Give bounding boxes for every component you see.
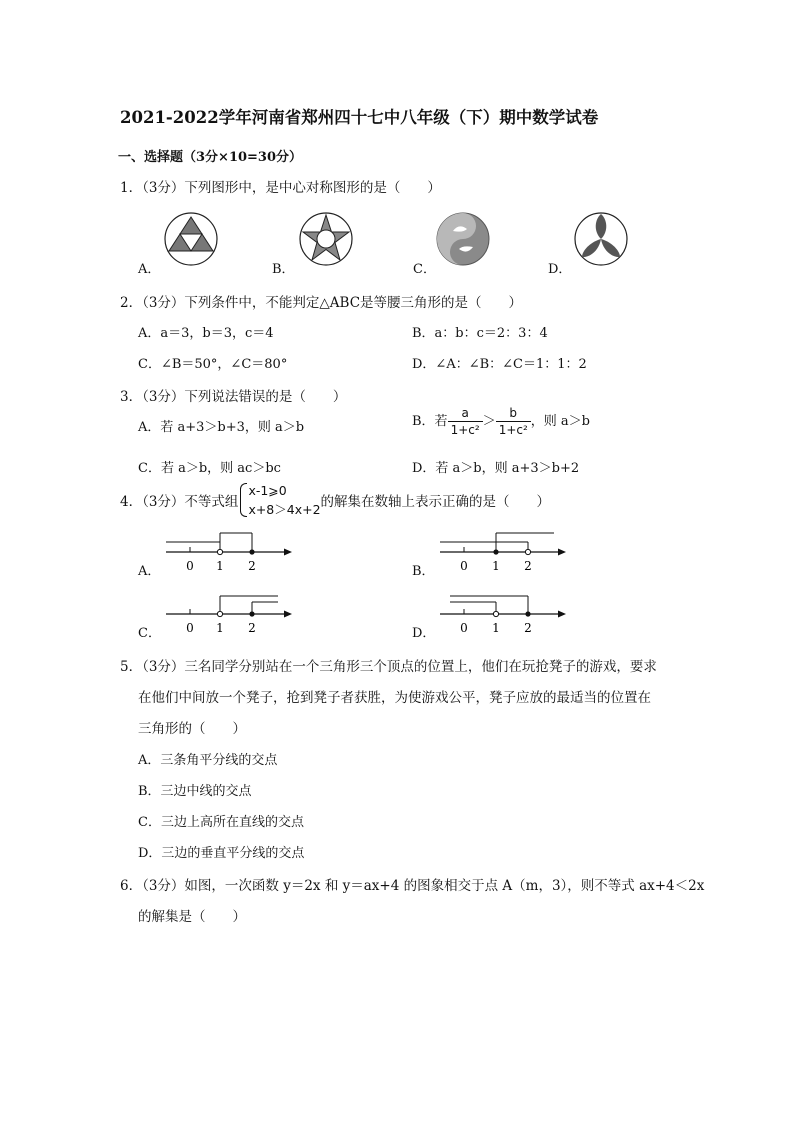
tick-1: 1 (216, 621, 224, 635)
number-line-c (166, 590, 296, 634)
tick-0: 0 (460, 621, 468, 635)
tick-0: 0 (186, 559, 194, 573)
tick-2: 2 (524, 621, 532, 635)
q3-option-c[interactable]: C．若 a＞b，则 ac＞bc (138, 461, 281, 476)
tick-1: 1 (216, 559, 224, 573)
q3-option-d[interactable]: D．若 a＞b，则 a+3＞b+2 (412, 461, 580, 476)
q4-option-d[interactable]: D． (412, 626, 436, 641)
q1-option-d[interactable]: D． (548, 262, 572, 277)
fraction-a: $\frac{a}{\text{1+c²}}$ (448, 405, 483, 438)
q2-option-a[interactable]: A．a＝3，b＝3，c＝4 (138, 326, 274, 341)
question-1-stem: 1．（3分）下列图形中，是中心对称图形的是（ ） (120, 180, 441, 196)
q4-suffix: 的解集在数轴上表示正确的是（ ） (320, 494, 551, 510)
circle-star-figure (298, 211, 354, 267)
tick-1: 1 (492, 559, 500, 573)
question-6-line-1: 6．（3分）如图，一次函数 y＝2x 和 y＝ax+4 的图象相交于点 A（m，3），则不等式 ax+4＜2x (120, 878, 705, 894)
q5-option-d[interactable]: D．三边的垂直平分线的交点 (138, 846, 305, 861)
tick-1: 1 (492, 621, 500, 635)
section-heading: 一、选择题（3分×10=30分） (118, 150, 303, 165)
q1-option-a[interactable]: A． (138, 262, 161, 277)
inequality-system: x-1⩾0 x+8＞4x+2 (238, 481, 320, 519)
tick-0: 0 (460, 559, 468, 573)
tick-0: 0 (186, 621, 194, 635)
q3-b-prefix: B．若 (412, 414, 448, 429)
question-4-stem (120, 481, 550, 519)
number-line-a (166, 528, 296, 572)
question-5-line-3: 三角形的（ ） (138, 721, 246, 737)
number-line-b (440, 528, 570, 572)
circle-yin-yang-figure (435, 211, 491, 267)
q5-option-b[interactable]: B．三边中线的交点 (138, 784, 252, 799)
q2-option-d[interactable]: D．∠A：∠B：∠C＝1：1：2 (412, 357, 587, 372)
q3-b-gt: ＞ (482, 414, 496, 429)
tick-2: 2 (248, 621, 256, 635)
question-6-line-2: 的解集是（ ） (138, 909, 246, 925)
tick-2: 2 (524, 559, 532, 573)
q1-option-c[interactable]: C． (413, 262, 436, 277)
fraction-b: $\frac{b}{\text{1+c²}}$ (496, 405, 531, 438)
question-5-line-1: 5．（3分）三名同学分别站在一个三角形三个顶点的位置上，他们在玩抢凳子的游戏，要求 (120, 659, 657, 675)
q3-b-suffix: ，则 a＞b (530, 414, 591, 429)
number-line-d (440, 590, 570, 634)
q2-option-b[interactable]: B．a：b：c＝2：3：4 (412, 326, 548, 341)
q1-option-b[interactable]: B． (272, 262, 295, 277)
q3-option-a[interactable]: A．若 a+3＞b+3，则 a＞b (138, 420, 305, 435)
circle-three-petals-figure (573, 211, 629, 267)
tick-2: 2 (248, 559, 256, 573)
q4-option-c[interactable]: C． (138, 626, 161, 641)
q2-option-c[interactable]: C．∠B＝50°，∠C＝80° (138, 357, 288, 372)
question-3-stem: 3．（3分）下列说法错误的是（ ） (120, 389, 347, 405)
question-5-line-2: 在他们中间放一个凳子，抢到凳子者获胜，为使游戏公平，凳子应放的最适当的位置在 (138, 690, 651, 706)
q4-prefix: 4．（3分）不等式组 (120, 494, 239, 510)
q3-option-b[interactable] (412, 405, 590, 438)
circle-triforce-figure (163, 211, 219, 267)
question-2-stem: 2．（3分）下列条件中，不能判定△ABC是等腰三角形的是（ ） (120, 295, 523, 311)
q4-option-b[interactable]: B． (412, 564, 435, 579)
page-title: 2021-2022学年河南省郑州四十七中八年级（下）期中数学试卷 (120, 108, 599, 127)
q4-option-a[interactable]: A． (138, 564, 161, 579)
q5-option-c[interactable]: C．三边上高所在直线的交点 (138, 815, 304, 830)
q5-option-a[interactable]: A．三条角平分线的交点 (138, 753, 278, 768)
